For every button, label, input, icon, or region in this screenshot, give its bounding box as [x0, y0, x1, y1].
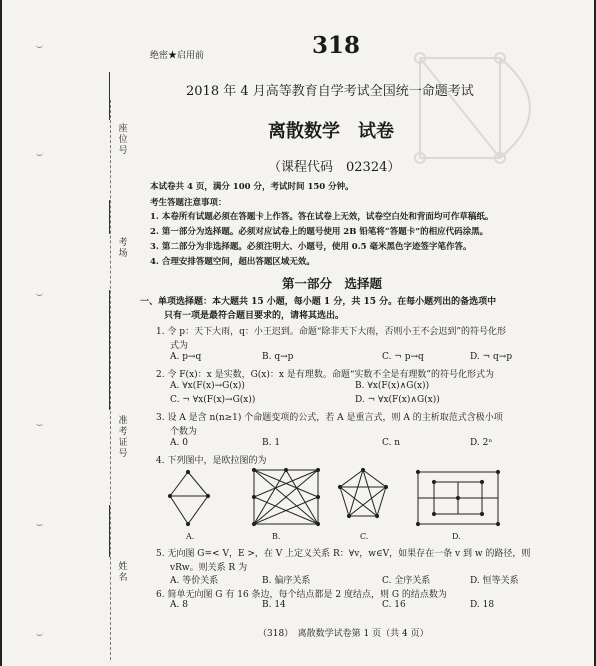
binding-line: [110, 100, 111, 660]
q1-option-a: A. p→q: [170, 352, 202, 362]
q6-option-b: B. 14: [262, 600, 286, 610]
notice-item: 3. 第二部分为非选择题。必须注明大、小题号，使用 0.5 毫米黑色字迹签字笔作答。: [150, 242, 472, 252]
intro-line: 本试卷共 4 页，满分 100 分，考试时间 150 分钟。: [150, 182, 354, 192]
section-heading: 一、单项选择题：本大题共 15 小题，每小题 1 分，共 15 分。在每小题列出的备选项中: [140, 297, 497, 307]
graph-c-label: C.: [360, 532, 369, 541]
q6-option-d: D. 18: [470, 600, 495, 610]
q2-option-b: B. ∀x(F(x)∧G(x)): [355, 381, 430, 391]
graph-b: [244, 464, 328, 530]
binder-hole: [36, 520, 43, 526]
name-label: 姓名: [118, 562, 128, 583]
graph-a: [164, 468, 220, 530]
q2-stem: 2. 令 F(x)：x 是实数，G(x)：x 是有理数。命题“实数不全是有理数”的符号化形式为: [156, 370, 495, 380]
exam-site-underline: [109, 200, 110, 234]
binder-hole: [36, 420, 43, 426]
page-footer: （318） 离散数学试卷第 1 页（共 4 页）: [258, 629, 429, 639]
notice-item: 1. 本卷所有试题必须在答题卡上作答。答在试卷上无效，试卷空白处和背面均可作草稿纸。: [150, 212, 494, 222]
graph-b-label: B.: [272, 532, 281, 541]
seat-underline: [109, 72, 110, 120]
q5-option-a: A. 等价关系: [170, 576, 219, 586]
secret-label: 绝密★启用前: [150, 51, 205, 61]
q4-stem: 4. 下列图中，是欧拉图的为: [156, 456, 267, 466]
q6-stem: 6. 简单无向图 G 有 16 条边，每个结点都是 2 度结点，则 G 的结点数为: [156, 590, 447, 600]
q3-option-a: A. 0: [170, 438, 188, 448]
q5-option-c: C. 全序关系: [382, 576, 431, 586]
q3-option-c: C. n: [382, 438, 401, 448]
q1-stem-cont: 式为: [170, 341, 189, 351]
binder-hole: [36, 290, 43, 296]
exam-site-label: 考场: [118, 238, 128, 259]
q5-option-b: B. 偏序关系: [262, 576, 311, 586]
seat-label: 座位号: [118, 124, 128, 156]
binder-hole: [36, 630, 43, 636]
q5-stem: 5. 无向图 G=< V，E >，在 V 上定义关系 R：∀v，w∈V，如果存在一条 v 到 w 的路径，则: [156, 549, 531, 559]
q6-option-c: C. 16: [382, 600, 406, 610]
q5-stem-cont: vRw。则关系 R 为: [170, 563, 248, 573]
exam-title: 2018 年 4 月高等教育自学考试全国统一命题考试: [186, 84, 474, 99]
section-heading-cont: 只有一项是最符合题目要求的，请将其选出。: [164, 311, 345, 321]
q3-option-d: D. 2ⁿ: [470, 438, 493, 448]
q1-stem: 1. 令 p：天下大雨，q：小王迟到。命题“除非天下大雨，否则小王不会迟到”的符号化形: [156, 327, 507, 337]
notice-item: 4. 合理安排答题空间，超出答题区域无效。: [150, 257, 315, 267]
name-underline: [109, 505, 110, 557]
graph-d-label: D.: [452, 532, 461, 541]
q5-option-d: D. 恒等关系: [470, 576, 519, 586]
notice-title: 考生答题注意事项：: [150, 198, 227, 208]
graph-d: [412, 468, 508, 528]
q1-option-d: D. ¬ q→p: [470, 352, 513, 362]
binder-hole: [36, 42, 43, 48]
paper-number: 318: [312, 32, 361, 59]
notice-item: 2. 第一部分为选择题。必须对应试卷上的题号使用 2B 铅笔将“答题卡”的相应代码涂黑。: [150, 227, 489, 237]
subject-title: 离散数学 试卷: [268, 121, 394, 142]
graph-a-label: A.: [186, 532, 195, 541]
graph-c: [334, 464, 392, 528]
q2-option-c: C. ¬ ∀x(F(x)→G(x)): [170, 395, 256, 405]
q1-option-c: C. ¬ p→q: [382, 352, 424, 362]
q2-option-a: A. ∀x(F(x)→G(x)): [170, 381, 245, 391]
ticket-label: 准考证号: [118, 416, 128, 459]
q3-stem: 3. 设 A 是含 n(n≥1) 个命题变项的公式，若 A 是重言式，则 A 的主析取范式含极小项: [156, 413, 503, 423]
q3-option-b: B. 1: [262, 438, 281, 448]
q1-option-b: B. q→p: [262, 352, 294, 362]
page-left-edge: [0, 0, 2, 666]
q2-option-d: D. ¬ ∀x(F(x)∧G(x)): [355, 395, 440, 405]
ticket-underline: [109, 290, 110, 410]
course-code: （课程代码 02324）: [268, 160, 401, 175]
q3-stem-cont: 个数为: [170, 427, 198, 437]
binder-hole: [36, 150, 43, 156]
part1-title: 第一部分 选择题: [282, 276, 383, 291]
q6-option-a: A. 8: [170, 600, 188, 610]
